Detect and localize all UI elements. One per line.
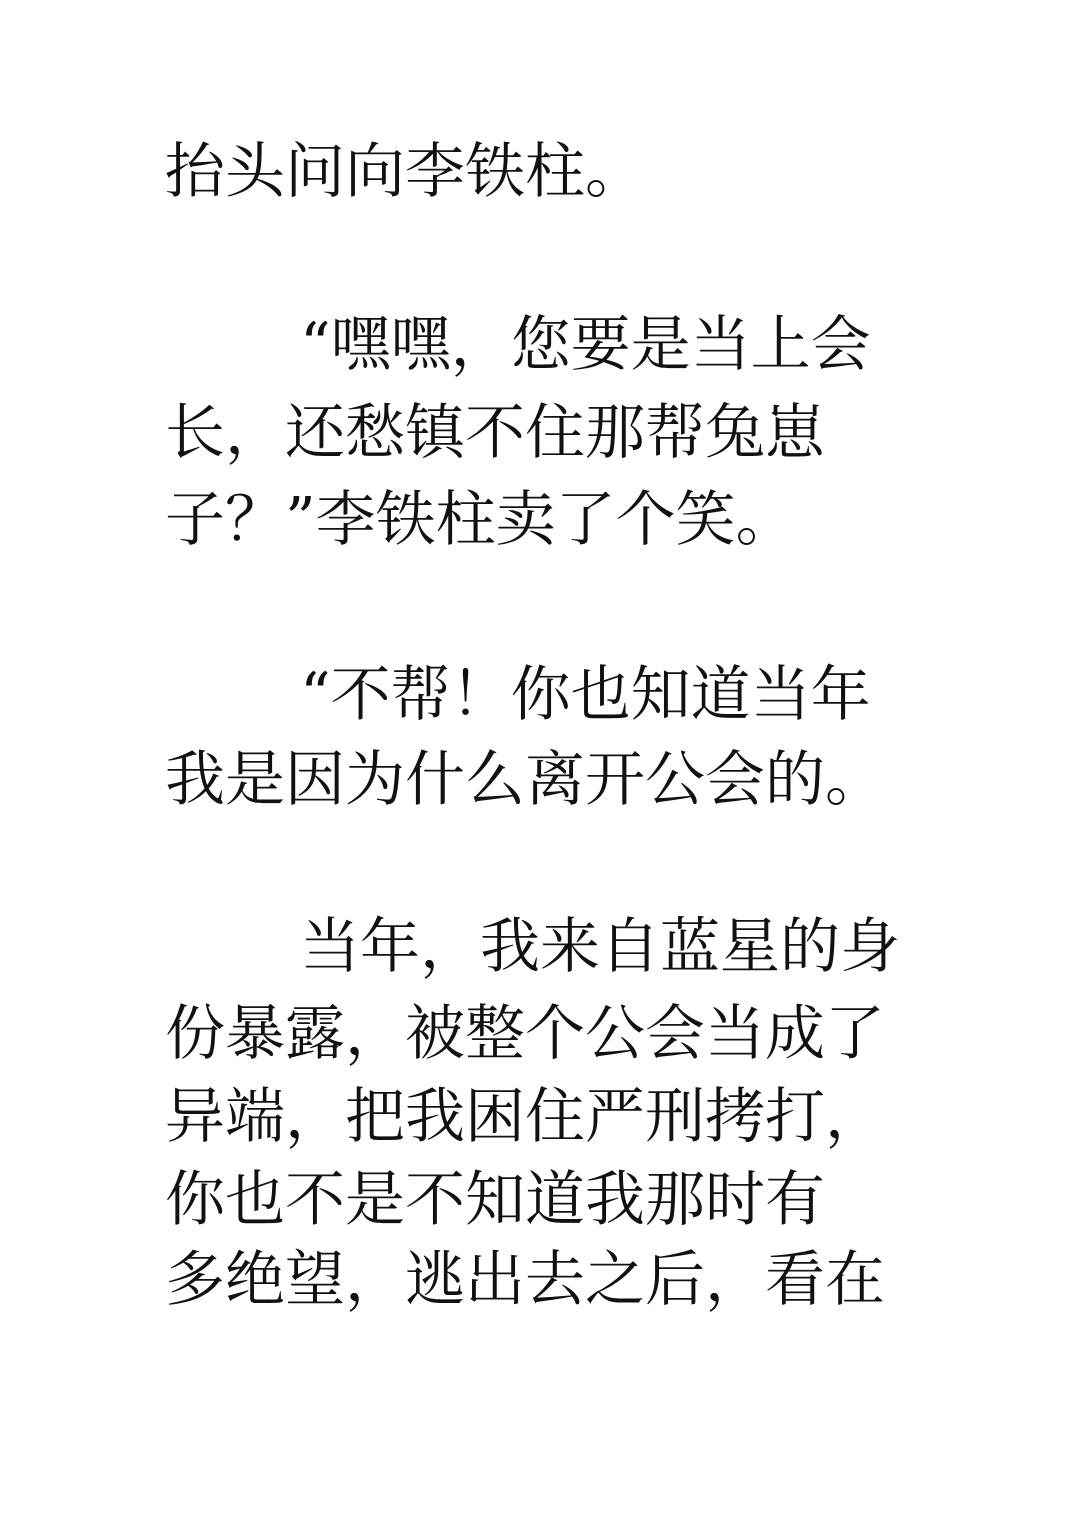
text-line: 多绝望，逃出去之后，看在 [165,1245,885,1315]
text-line: “不帮！你也知道当年 [300,660,871,730]
text-line: 当年，我来自蓝星的身 [300,912,900,982]
text-line: 我是因为什么离开公会的。 [165,745,885,815]
text-line: 你也不是不知道我那时有 [165,1165,825,1235]
text-line: “嘿嘿，您要是当上会 [300,310,871,380]
text-line: 异端，把我困住严刑拷打， [165,1082,885,1152]
text-line: 长，还愁镇不住那帮兔崽 [165,398,825,468]
text-line: 份暴露，被整个公会当成了 [165,999,885,1069]
text-line: 抬头问向李铁柱。 [165,137,645,207]
text-line: 子？”李铁柱卖了个笑。 [165,485,796,555]
